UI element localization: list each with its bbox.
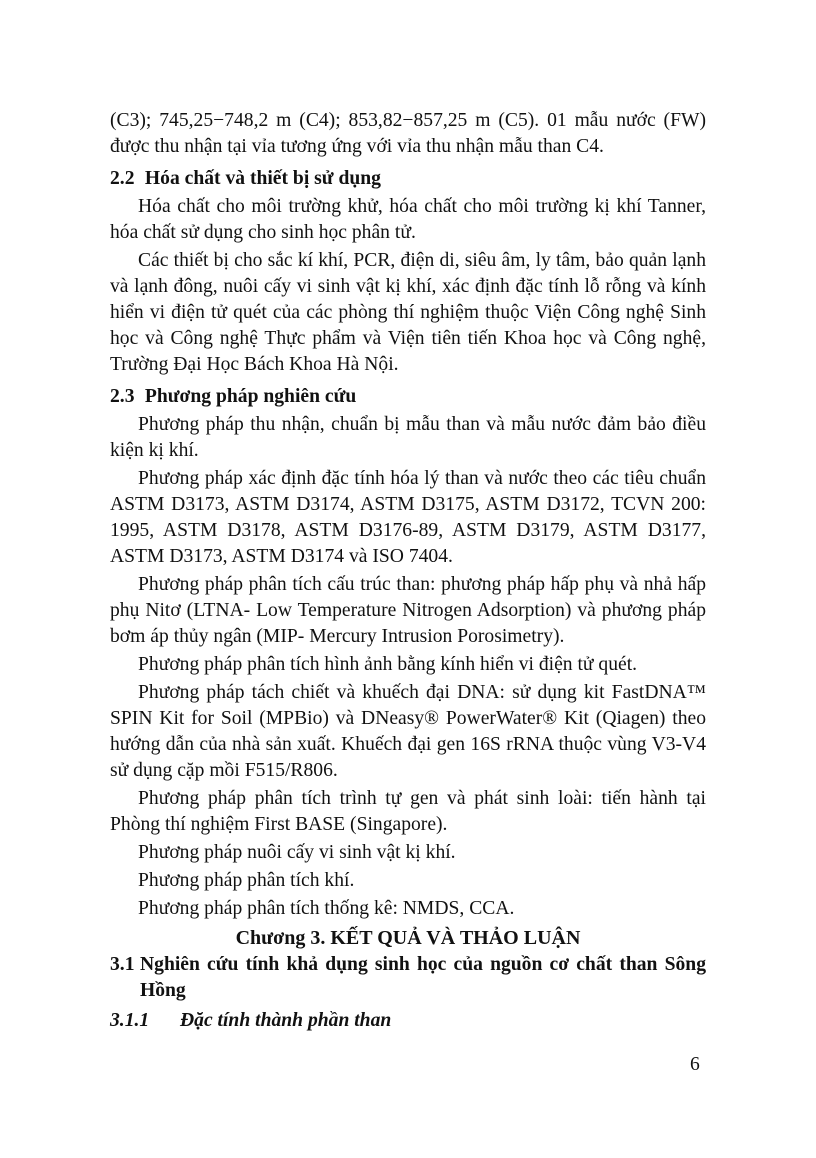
section-heading-3-1 [110,952,706,1004]
section-heading-2-2 [110,166,706,192]
paragraph-method-gas: Phương pháp phân tích khí. [138,870,355,891]
page-number: 6 [690,1054,700,1075]
subsection-number: 3.1.1 [110,1010,150,1031]
paragraph-chemicals: Hóa chất cho môi trường khử, hóa chất cho môi trường kị khí Tanner, hóa chất sử dụng cho sinh học phân tử. [110,196,706,243]
section-title: Hóa chất và thiết bị sử dụng [144,168,381,189]
paragraph-method-culture: Phương pháp nuôi cấy vi sinh vật kị khí. [138,842,456,863]
section-number: 2.3 [110,386,135,407]
paragraph-method-sem: Phương pháp phân tích hình ảnh bằng kính hiển vi điện tử quét. [138,654,638,675]
subsection-title: Đặc tính thành phần than [180,1010,392,1031]
paragraph-method-sampling: Phương pháp thu nhận, chuẩn bị mẫu than và mẫu nước đảm bảo điều kiện kị khí. [110,414,706,461]
paragraph-method-structure: Phương pháp phân tích cấu trúc than: phương pháp hấp phụ và nhả hấp phụ Nitơ (LTNA- Low Temperature Nitrogen Adsorption) và phương pháp bơm áp thủy ngân (MIP- Mercury Intrusion Porosimetry). [110,574,706,647]
paragraph-method-dna: Phương pháp tách chiết và khuếch đại DNA: sử dụng kit FastDNA™ SPIN Kit for Soil (MPBio) và DNeasy® PowerWater® Kit (Qiagen) theo hướng dẫn của nhà sản xuất. Khuếch đại gen 16S rRNA thuộc vùng V3-V4 sử dụng cặp mồi F515/R806. [110,682,706,781]
section-title: Nghiên cứu tính khả dụng sinh học của nguồn cơ chất than Sông Hồng [140,954,706,1001]
section-number: 3.1 [110,954,135,975]
section-heading-2-3 [110,384,706,410]
paragraph-method-physicochemical: Phương pháp xác định đặc tính hóa lý than và nước theo các tiêu chuẩn ASTM D3173, ASTM D3174, ASTM D3175, ASTM D3172, TCVN 200: 1995, ASTM D3178, ASTM D3176-89, ASTM D3179, ASTM D3177, ASTM D3173, ASTM D3174 và ISO 7404. [110,468,706,567]
paragraph-method-sequencing: Phương pháp phân tích trình tự gen và phát sinh loài: tiến hành tại Phòng thí nghiệm First BASE (Singapore). [110,788,706,835]
section-title: Phương pháp nghiên cứu [144,386,357,407]
subsection-heading-3-1-1 [110,1008,706,1034]
paragraph-sample-depths: (C3); 745,25−748,2 m (C4); 853,82−857,25 m (C5). 01 mẫu nước (FW) được thu nhận tại vỉa tương ứng với vỉa thu nhận mẫu than C4. [110,110,706,157]
paragraph-equipment: Các thiết bị cho sắc kí khí, PCR, điện di, siêu âm, ly tâm, bảo quản lạnh và lạnh đông, nuôi cấy vi sinh vật kị khí, xác định đặc tính lỗ rỗng và kính hiển vi điện tử quét của các phòng thí nghiệm thuộc Viện Công nghệ Sinh học và Công nghệ Thực phẩm và Viện tiên tiến Khoa học và Công nghệ, Trường Đại Học Bách Khoa Hà Nội. [110,250,706,375]
section-number: 2.2 [110,168,135,189]
document-page [110,108,706,1034]
paragraph-method-statistics: Phương pháp phân tích thống kê: NMDS, CCA. [138,898,515,919]
chapter-heading-3: Chương 3. KẾT QUẢ VÀ THẢO LUẬN [235,927,581,949]
